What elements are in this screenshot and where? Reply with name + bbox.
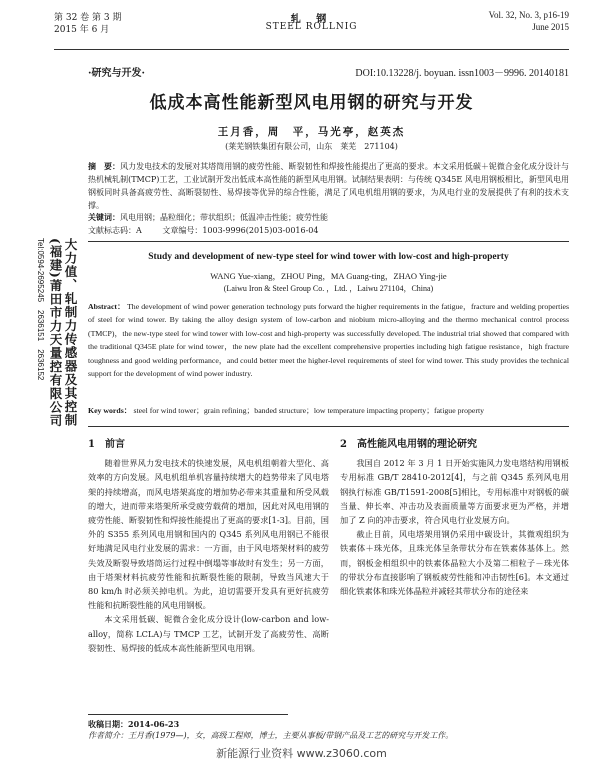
authors-en: WANG Yue-xiang，ZHOU Ping，MA Guang-ting，ZHAO Ying-jie bbox=[210, 271, 447, 281]
body-divider bbox=[88, 426, 569, 427]
section-1-paragraph-1: 随着世界风力发电技术的快速发展，风电机组朝着大型化、高效率的方向发展。风电机组单机容量持续增大的趋势带来了风电塔架的持续增高，而风电塔架高度的增加势必带来其重量和所受风载的增大，进而带来塔架所承受疲劳载荷的增加，因此对风电用钢的疲劳性能、断裂韧性和焊接性能提出了更高的要求[1-3]。目前，国外的 S355 系列风电用钢和国内的 Q345 系列风电用钢已不能很好地满足风电行业发展的需求：一方面，由于风电塔架材料的疲劳失效及断裂导致塔筒运行过程中倒塌等事故时有发生；另一方面，由于塔架材料抗疲劳性能和抗断裂性能的限制，导致当风速大于 80 km/h 时必须关掉电机。为此，迫切需要开发具有更好抗疲劳性能和抗断裂性能的风电用钢板。 bbox=[88, 458, 329, 611]
affiliation-cn: (莱芜钢铁集团有限公司，山东 莱芜 271104) bbox=[225, 142, 398, 151]
sidebar-advertisement bbox=[24, 238, 78, 488]
abstract-divider bbox=[88, 241, 569, 242]
header-rule bbox=[54, 49, 569, 50]
body-column-left bbox=[88, 438, 329, 653]
abstract-en-text: The development of wind power generation technology puts forward the higher requirements in the fatigue，fracture and welding properties of steel for wind tower. By taking the alloy design system of low-carbon and niobium micro-alloying and the thermo mechanical control process (TMCP)，the new-type steel for wind tower with low-cost and high-property was successfully developed. The industrial trial showed that compared with the traditional Q345E plate for wind tower，the new plate had the excellent comprehensive properties including high fatigue resistance，high fracture toughness and good welding performance，and could better meet the higher-level requirements of steel for wind tower. This study provides the technical support for the development of wind power industry. bbox=[88, 302, 569, 379]
author-bio: 作者简介：王月香(1979—)，女，高级工程师，博士，主要从事板/带钢产品及工艺的研究与开发工作。 bbox=[88, 731, 454, 740]
watermark: 新能源行业资料 www.z3060.com bbox=[216, 747, 387, 760]
article-codes bbox=[88, 225, 569, 236]
footnote-rule bbox=[88, 714, 288, 715]
section-2-paragraph-2: 截止目前，风电塔架用钢仍采用中碳设计，其微观组织为铁素体＋珠光体，且珠光体呈条带状分布在铁素体基体上。然而，钢板金相组织中的铁素体晶粒大小及第二相粒子－珠光体的带状分布直接影响了钢板疲劳性能和冲击韧性[6]。本文通过细化铁素体和珠光体晶粒并减轻其带状分布的途径来 bbox=[340, 529, 569, 597]
abstract-en-label: Abstract： bbox=[88, 302, 126, 311]
sidebar-telephone: Tel:0594-2695245 2636151 2636152 bbox=[36, 238, 45, 381]
page-title: 低成本高性能新型风电用钢的研究与开发 bbox=[149, 93, 474, 113]
doi: DOI:10.13228/j. boyuan. issn1003－9996. 20140181 bbox=[355, 68, 569, 79]
journal-name-en: STEEL ROLLNIG bbox=[265, 22, 358, 32]
section-1-heading: 1 前言 bbox=[88, 439, 125, 450]
date-en: June 2015 bbox=[532, 22, 569, 32]
section-1-paragraph-2: 本文采用低碳、铌微合金化成分设计(low-carbon and low-alloy，简称 LCLA)与 TMCP 工艺，试制开发了高疲劳性、高断裂韧性、易焊接的低成本高性能新型风电用钢。 bbox=[88, 614, 329, 653]
volume-issue-cn: 第 32 卷 第 3 期 bbox=[54, 13, 122, 23]
footnote bbox=[88, 718, 569, 742]
sidebar-line-1: 大力值、轧制力传感器及其控制 bbox=[63, 238, 78, 427]
abstract-cn bbox=[88, 160, 569, 212]
abstract-cn-text: 风力发电技术的发展对其塔筒用钢的疲劳性能、断裂韧性和焊接性能提出了更高的要求。本文采用低碳＋铌微合金化成分设计与热机械轧制(TMCP)工艺，工业试制开发出低成本高性能的新型风电用钢。试制结果表明：与传统 Q345E 风电用钢板相比，新型风电用钢板同时具备高疲劳性、高断裂韧性、易焊接等优异的综合性能，满足了风电机组用钢的要求，为风电行业的发展提供了有利的技术支撑。 bbox=[88, 162, 570, 210]
keywords-cn-label: 关键词： bbox=[88, 212, 120, 222]
section-tag: ·研究与开发· bbox=[88, 68, 145, 79]
keywords-cn-text: 风电用钢；晶粒细化；带状组织；低温冲击性能；疲劳性能 bbox=[120, 213, 328, 222]
sidebar-line-2: (福建)莆田市力天量控有限公司 bbox=[48, 238, 63, 428]
body-column-right bbox=[340, 438, 569, 598]
section-2-heading: 2 高性能风电用钢的理论研究 bbox=[340, 439, 477, 450]
running-header bbox=[54, 10, 569, 48]
keywords-en-text: steel for wind tower；grain refining；banded structure；low temperature impacting property；fatigue property bbox=[133, 406, 485, 415]
keywords-en-label: Key words： bbox=[88, 406, 132, 415]
keywords-cn bbox=[88, 212, 569, 223]
article-number: 文章编号：1003-9996(2015)03-0016-04 bbox=[162, 226, 319, 235]
affiliation-en: (Laiwu Iron & Steel Group Co. ，Ltd. ，Laiwu 271104，China) bbox=[223, 284, 434, 293]
authors-cn: 王月香，周 平，马光亭，赵英杰 bbox=[217, 126, 406, 138]
date-cn: 2015 年 6 月 bbox=[54, 25, 110, 35]
keywords-en bbox=[88, 405, 569, 416]
abstract-cn-label: 摘 要： bbox=[88, 161, 121, 171]
received-date: 收稿日期：2014-06-23 bbox=[88, 719, 180, 729]
abstract-en bbox=[88, 300, 569, 380]
volume-issue-en: Vol. 32, No. 3, p16-19 bbox=[488, 10, 569, 20]
title-en: Study and development of new-type steel for wind tower with low-cost and high-property bbox=[148, 252, 509, 262]
doc-code: 文献标志码：A bbox=[88, 226, 142, 235]
journal-name-cn: 轧 钢 bbox=[290, 14, 333, 25]
section-2-paragraph-1: 我国自 2012 年 3 月 1 日开始实施风力发电塔结构用钢板专用标准 GB/T 28410-2012[4]，与之前 Q345 系列风电用钢执行标准 GB/T1591-2008[5]相比，专用标准中对钢板的碳当量、伸长率、冲击功及表面质量等方面要求更为严格，并增加了 Z 向的冲击要求，符合风电行业发展方向。 bbox=[340, 458, 569, 526]
